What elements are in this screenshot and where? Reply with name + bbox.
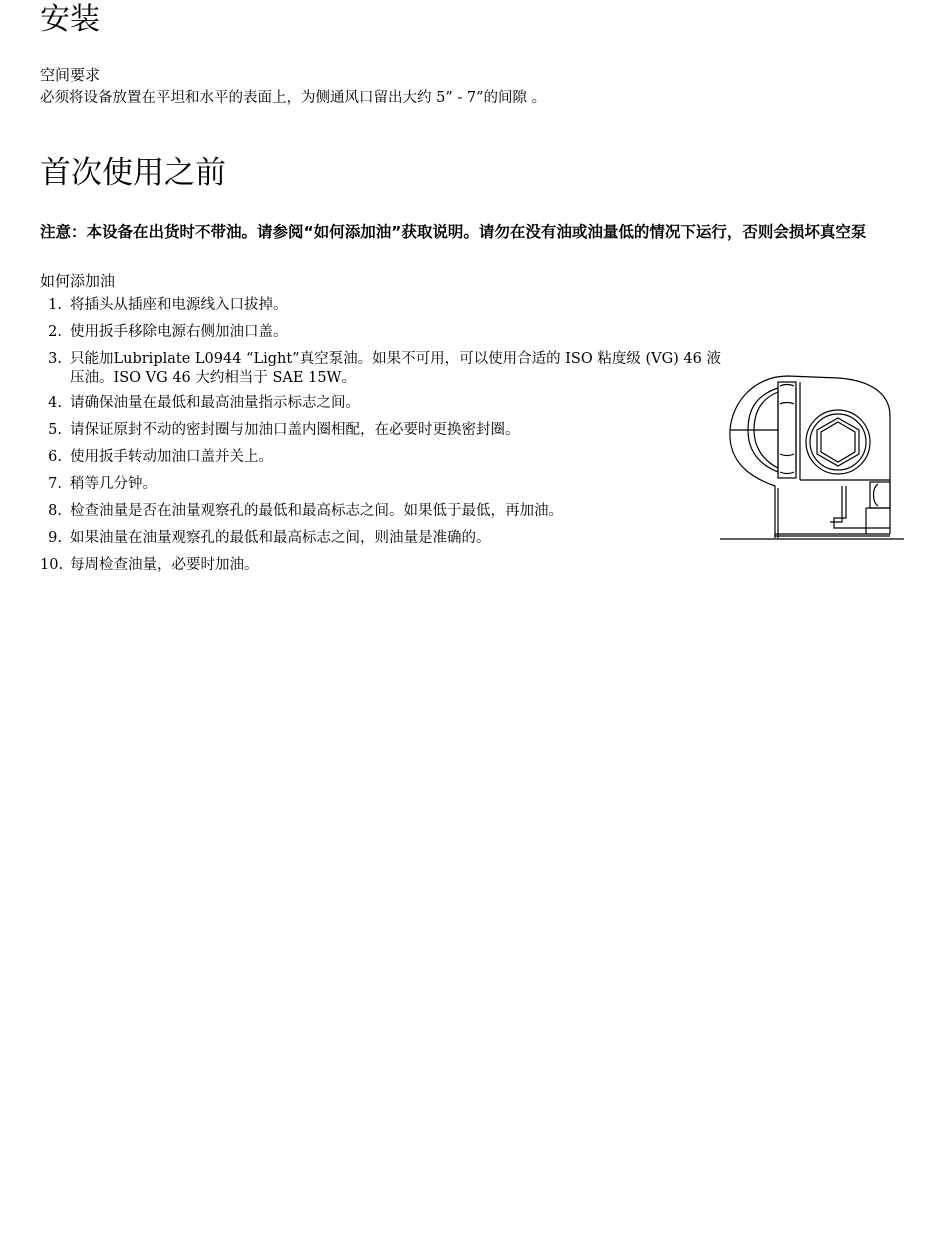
step-item: 9. 如果油量在油量观察孔的最低和最高标志之间，则油量是准确的。	[48, 530, 491, 546]
space-requirement-text: 必须将设备放置在平坦和水平的表面上，为侧通风口留出大约 5” - 7”的间隙 。	[40, 90, 547, 106]
step-item: 4. 请确保油量在最低和最高油量指示标志之间。	[48, 395, 360, 411]
step-item: 1. 将插头从插座和电源线入口拔掉。	[48, 297, 288, 313]
step-item: 5. 请保证原封不动的密封圈与加油口盖内圈相配，在必要时更换密封圈。	[48, 422, 520, 438]
step-item: 10. 每周检查油量，必要时加油。	[40, 557, 259, 573]
before-first-use-title: 首次使用之前	[40, 155, 226, 191]
add-oil-heading: 如何添加油	[40, 272, 116, 290]
install-title: 安装	[40, 2, 100, 37]
step-item: 6. 使用扳手转动加油口盖并关上。	[48, 449, 273, 465]
step-item: 8. 检查油量是否在油量观察孔的最低和最高标志之间。如果低于最低，再加油。	[48, 503, 563, 519]
step-item: 3. 只能加Lubriplate L0944 “Light”真空泵油。如果不可用，可以使用合适的 ISO 粘度级 (VG) 46 液压油。ISO VG 46 大约相当于 SAE 15W。	[48, 351, 721, 386]
space-requirement-heading: 空间要求	[40, 66, 101, 84]
oil-warning-note: 注意：本设备在出货时不带油。请参阅“如何添加油”获取说明。请勿在没有油或油量低的情况下运行，否则会损坏真空泵	[40, 223, 867, 241]
step-item: 7. 稍等几分钟。	[48, 476, 157, 492]
step-item: 2. 使用扳手移除电源右侧加油口盖。	[48, 324, 288, 340]
add-oil-steps	[40, 296, 730, 583]
vacuum-pump-oil-port-diagram-icon	[718, 368, 908, 548]
